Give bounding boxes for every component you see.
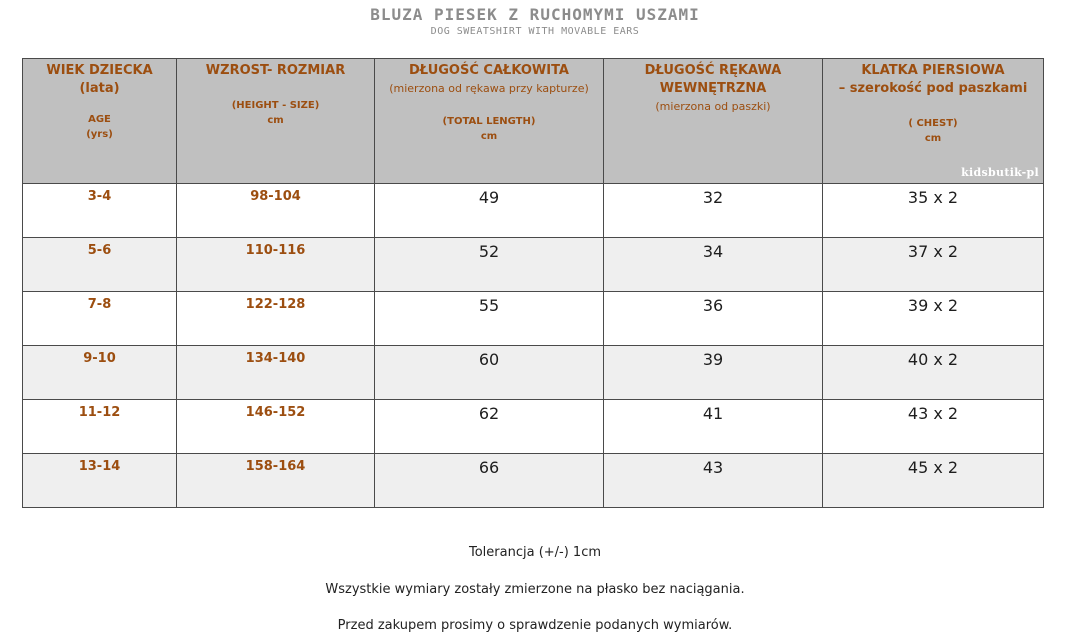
cell-age (23, 454, 177, 508)
table-row (23, 238, 1044, 292)
cell-sleeve (604, 400, 823, 454)
cell-chest (823, 454, 1044, 508)
table-row (23, 400, 1044, 454)
cell-total-length (375, 184, 604, 238)
header-age-main: WIEK DZIECKA (46, 63, 153, 78)
cell-sleeve (604, 292, 823, 346)
chest-value: 39 x 2 (907, 296, 959, 315)
table-header-row (23, 59, 1044, 184)
cell-total-length (375, 238, 604, 292)
check-note: Przed zakupem prosimy o sprawdzenie podanych wymiarów. (337, 618, 733, 633)
header-age-sub: (lata) (79, 81, 120, 96)
tolerance-note: Tolerancja (+/-) 1cm (468, 545, 602, 560)
sleeve-value: 43 (702, 458, 724, 477)
cell-age (23, 346, 177, 400)
size-table (22, 58, 1044, 508)
header-total-length-note: (mierzona od rękawa przy kapturze) (389, 82, 589, 95)
height-value: 146-152 (245, 405, 306, 420)
sleeve-value: 41 (702, 404, 724, 423)
table-row (23, 292, 1044, 346)
height-value: 122-128 (245, 297, 306, 312)
header-height (177, 59, 375, 184)
header-age-eng: AGE (88, 114, 111, 125)
header-chest-main-1: KLATKA PIERSIOWA (861, 63, 1005, 78)
cell-sleeve (604, 184, 823, 238)
age-value: 11-12 (78, 405, 121, 420)
header-total-length-main: DŁUGOŚĆ CAŁKOWITA (409, 63, 569, 78)
cell-chest (823, 346, 1044, 400)
height-value: 98-104 (250, 189, 301, 204)
cell-total-length (375, 400, 604, 454)
chest-value: 45 x 2 (907, 458, 959, 477)
sleeve-value: 36 (702, 296, 724, 315)
cell-age (23, 292, 177, 346)
cell-age (23, 184, 177, 238)
header-total-length-unit: cm (480, 131, 498, 142)
page-subtitle: DOG SWEATSHIRT WITH MOVABLE EARS (430, 26, 640, 37)
header-age (23, 59, 177, 184)
header-total-length-eng: (TOTAL LENGTH) (442, 116, 536, 127)
header-age-eng-unit: (yrs) (86, 129, 113, 140)
height-value: 158-164 (245, 459, 306, 474)
chest-value: 37 x 2 (907, 242, 959, 261)
header-chest-main-2: – szerokość pod paszkami (838, 81, 1028, 96)
cell-chest (823, 292, 1044, 346)
header-sleeve-main-2: WEWNĘTRZNA (659, 81, 767, 96)
cell-height (177, 400, 375, 454)
header-chest (823, 59, 1044, 184)
header-chest-eng: ( CHEST) (908, 118, 958, 129)
cell-total-length (375, 346, 604, 400)
height-value: 110-116 (245, 243, 306, 258)
cell-total-length (375, 292, 604, 346)
age-value: 5-6 (87, 243, 112, 258)
cell-height (177, 238, 375, 292)
header-sleeve-note: (mierzona od paszki) (655, 100, 771, 113)
chest-value: 43 x 2 (907, 404, 959, 423)
age-value: 9-10 (83, 351, 116, 366)
total-length-value: 62 (478, 404, 500, 423)
total-length-value: 49 (478, 188, 500, 207)
cell-chest (823, 238, 1044, 292)
page-title: BLUZA PIESEK Z RUCHOMYMI USZAMI (370, 5, 700, 24)
total-length-value: 52 (478, 242, 500, 261)
cell-height (177, 292, 375, 346)
chest-value: 35 x 2 (907, 188, 959, 207)
cell-sleeve (604, 454, 823, 508)
total-length-value: 55 (478, 296, 500, 315)
cell-age (23, 400, 177, 454)
table-row (23, 184, 1044, 238)
header-sleeve-main-1: DŁUGOŚĆ RĘKAWA (644, 63, 782, 78)
sleeve-value: 34 (702, 242, 724, 261)
cell-chest (823, 400, 1044, 454)
cell-height (177, 454, 375, 508)
cell-age (23, 238, 177, 292)
cell-total-length (375, 454, 604, 508)
table-row (23, 346, 1044, 400)
header-height-unit: cm (267, 115, 284, 126)
sleeve-value: 32 (702, 188, 724, 207)
cell-height (177, 184, 375, 238)
age-value: 13-14 (78, 459, 121, 474)
age-value: 7-8 (87, 297, 112, 312)
total-length-value: 60 (478, 350, 500, 369)
header-height-main: WZROST- ROZMIAR (205, 63, 346, 78)
sleeve-value: 39 (702, 350, 724, 369)
watermark: kidsbutik-pl (961, 166, 1039, 179)
age-value: 3-4 (87, 189, 112, 204)
header-height-eng: (HEIGHT - SIZE) (231, 100, 320, 111)
total-length-value: 66 (478, 458, 500, 477)
cell-sleeve (604, 238, 823, 292)
chest-value: 40 x 2 (907, 350, 959, 369)
measurement-note: Wszystkie wymiary zostały zmierzone na płasko bez naciągania. (325, 582, 745, 597)
header-sleeve (604, 59, 823, 184)
table-row (23, 454, 1044, 508)
header-total-length (375, 59, 604, 184)
cell-chest (823, 184, 1044, 238)
cell-height (177, 346, 375, 400)
header-chest-unit: cm (924, 133, 942, 144)
cell-sleeve (604, 346, 823, 400)
height-value: 134-140 (245, 351, 306, 366)
